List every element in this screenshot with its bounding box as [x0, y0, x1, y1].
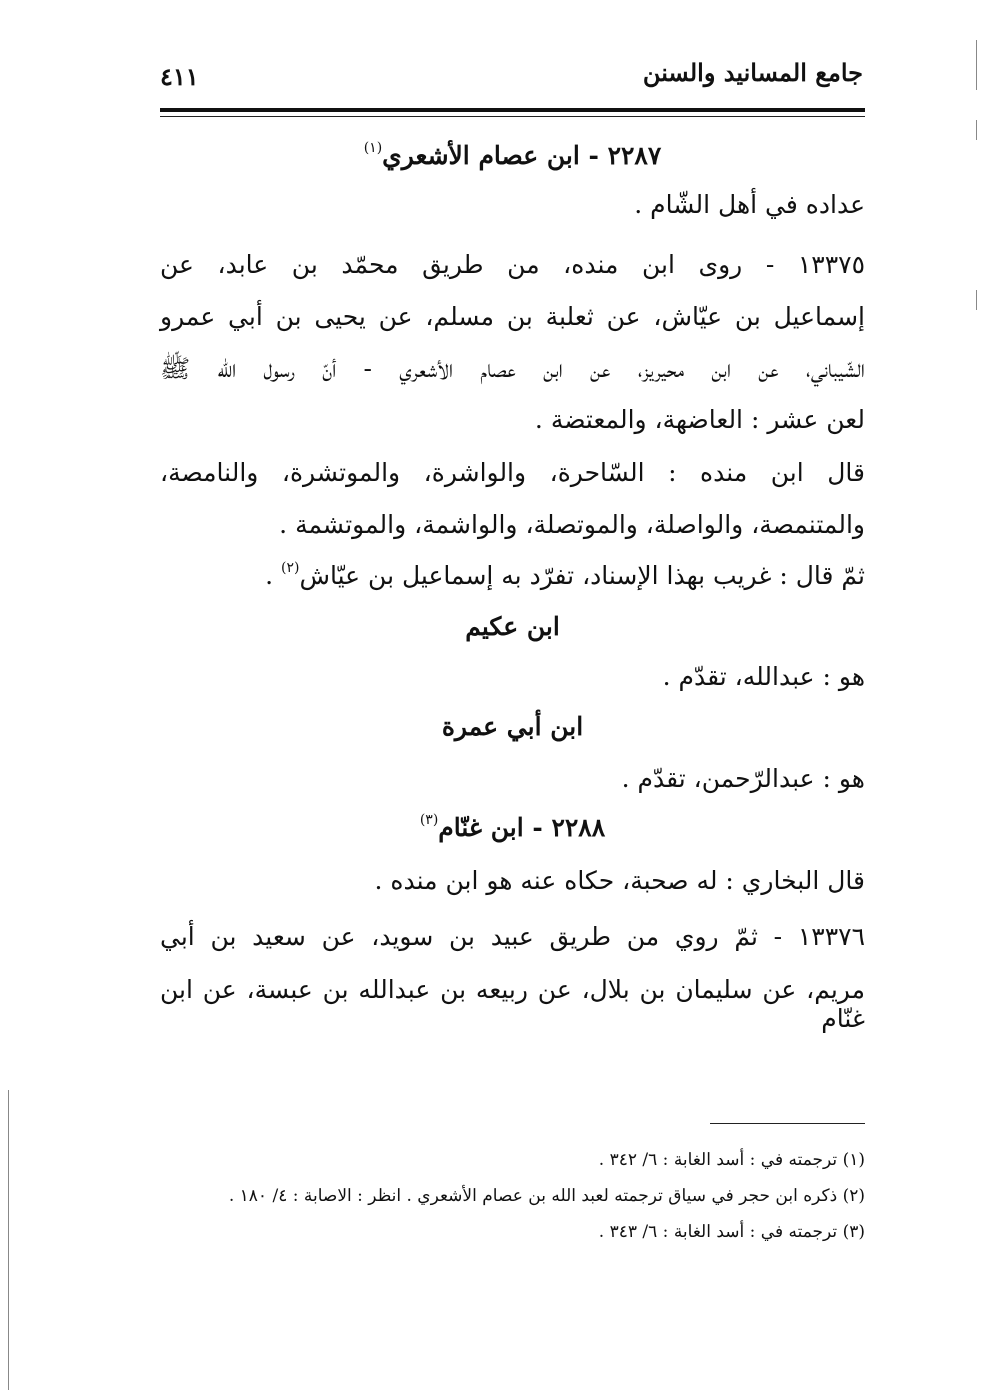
- page-number: ٤١١: [160, 62, 199, 91]
- footnote: (١) ترجمته في : أسد الغابة : ٦/ ٣٤٢ .: [598, 1150, 865, 1170]
- commentary-line: [265, 560, 865, 590]
- footnote-separator: [710, 1123, 865, 1124]
- scan-edge-mark: [976, 40, 977, 90]
- hadith-line: ١٣٣٧٥ - روى ابن منده، من طريق محمّد بن عابد، عن: [160, 250, 865, 279]
- entry-heading-2288: [160, 812, 865, 842]
- section-heading-ibn-abi-amra: ابن أبي عمرة: [441, 712, 584, 741]
- footnote: (٣) ترجمته في : أسد الغابة : ٦/ ٣٤٣ .: [598, 1222, 865, 1242]
- footnote-ref-3: (٣): [419, 812, 439, 828]
- footnote-ref-2: (٢): [281, 560, 300, 576]
- section-note: هو : عبدالله، تقدّم .: [662, 662, 865, 691]
- footnote-ref-1: (١): [363, 140, 383, 156]
- commentary-line: قال ابن منده : السّاحرة، والواشرة، والموتشرة، والنامصة،: [160, 458, 865, 487]
- hadith-line: ١٣٣٧٦ - ثمّ روي من طريق عبيد بن سويد، عن سعيد بن أبي: [160, 922, 865, 951]
- section-heading-ibn-akim: ابن عكيم: [465, 612, 560, 641]
- scan-edge-mark: [976, 290, 977, 310]
- entry-heading-text: ٢٢٨٧ - ابن عصام الأشعري: [382, 141, 662, 170]
- gharib-text: ثمّ قال : غريب بهذا الإسناد، تفرّد به إسماعيل بن عيّاش: [299, 561, 865, 590]
- hadith-line: لعن عشر : العاضهة، والمعتضة .: [534, 405, 865, 434]
- entry-note: عداده في أهل الشّام .: [634, 190, 865, 219]
- running-header-title: جامع المسانيد والسنن: [642, 58, 863, 87]
- hadith-line: مريم، عن سليمان بن بلال، عن ربيعه بن عبدالله بن عبسة، عن ابن غنّام: [160, 975, 865, 1033]
- entry-heading-text: ٢٢٨٨ - ابن غنّام: [438, 813, 606, 842]
- entry-note: قال البخاري : له صحبة، حكاه عنه هو ابن منده .: [374, 866, 865, 895]
- header-rule: [160, 108, 865, 112]
- footnote: (٢) ذكره ابن حجر في سياق ترجمته لعبد الله بن عصام الأشعري . انظر : الاصابة : ٤/ ١٨٠ .: [228, 1186, 865, 1206]
- hadith-line: إسماعيل بن عيّاش، عن ثعلبة بن مسلم، عن يحيى بن أبي عمرو: [160, 302, 865, 331]
- scan-edge-mark: [8, 1090, 9, 1390]
- section-note: هو : عبدالرّحمن، تقدّم .: [621, 764, 865, 793]
- scan-edge-mark: [976, 120, 977, 140]
- entry-heading-2287: [160, 140, 865, 170]
- commentary-line: والمتنمصة، والواصلة، والموتصلة، والواشمة، والموتشمة .: [279, 510, 865, 539]
- gharib-end: .: [265, 561, 274, 590]
- hadith-line: الشّيباني، عن ابن محيريز، عن ابن عصام الأشعري - أنّ رسول الله ﷺ: [160, 354, 865, 383]
- header-rule-thin: [160, 116, 865, 117]
